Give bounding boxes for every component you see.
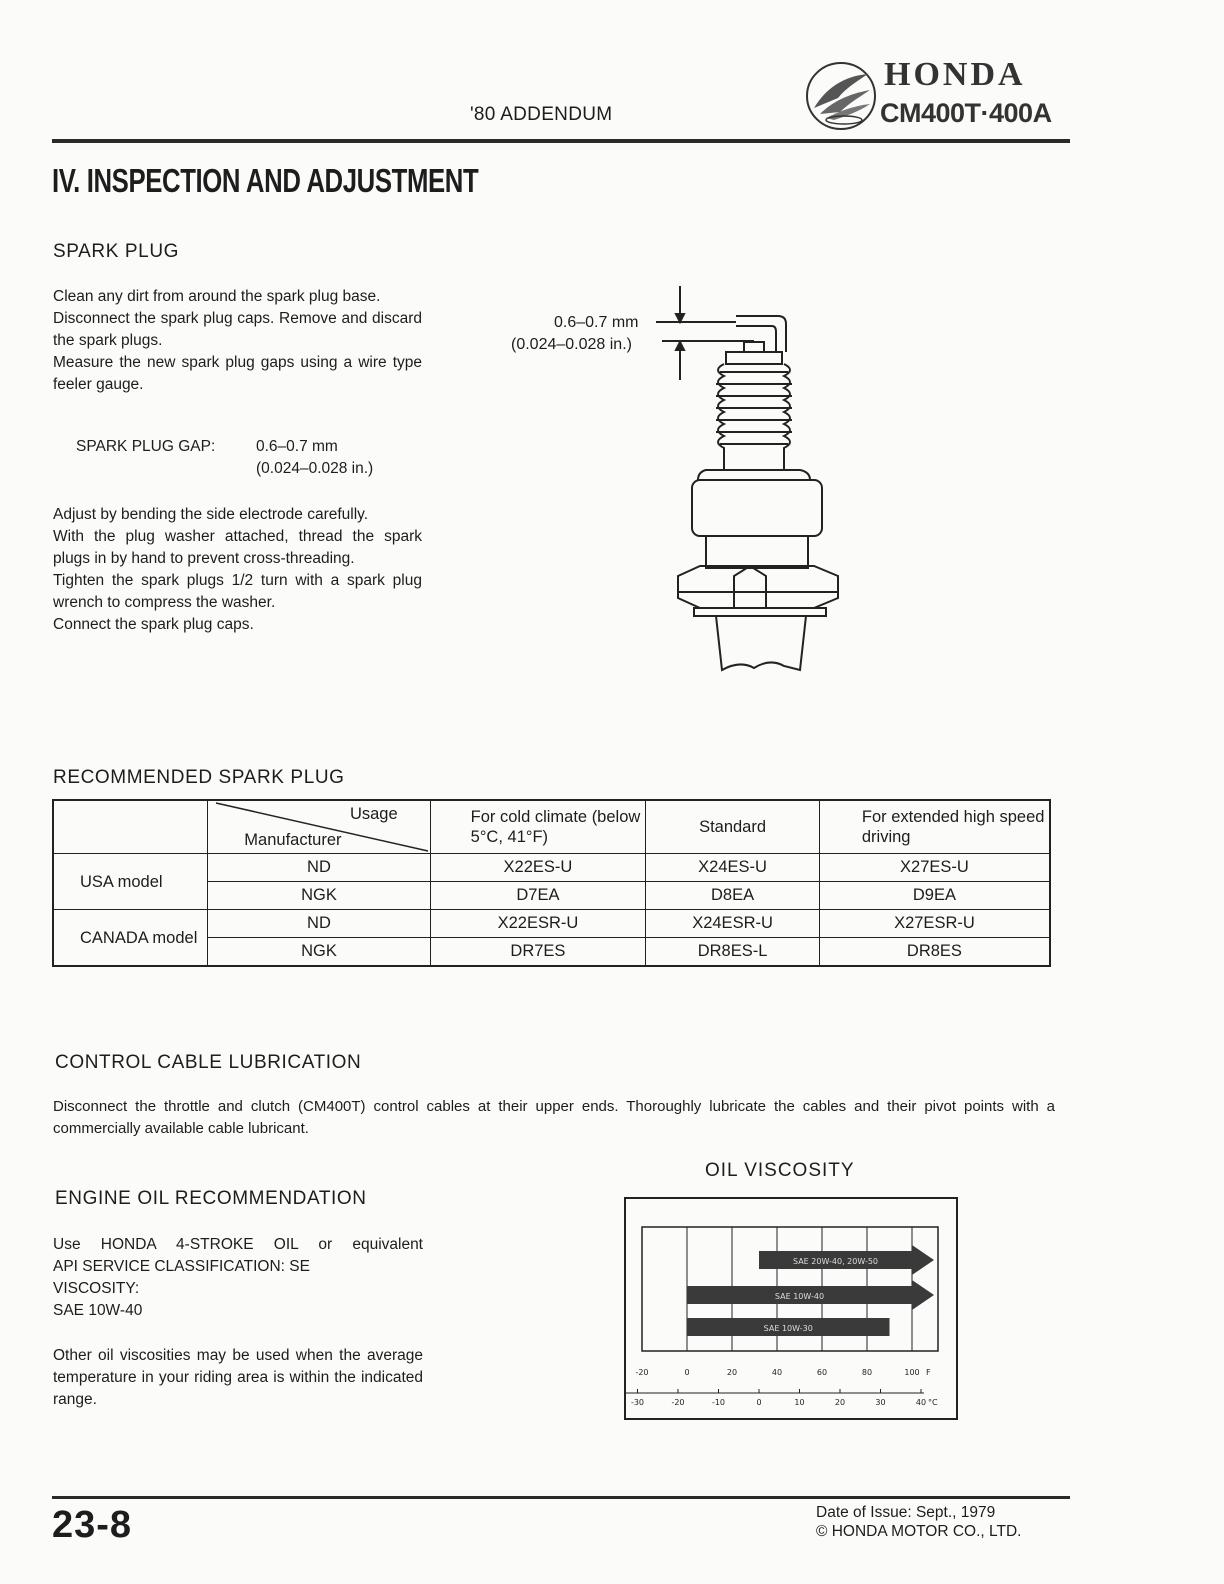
honda-logo <box>804 56 1074 136</box>
viscosity-bar-label: SAE 10W-40 <box>774 1292 825 1301</box>
spark-plug-table <box>52 799 1051 967</box>
c-tick-label: 10 <box>794 1398 805 1407</box>
table-row <box>53 854 1050 882</box>
spark-plug-instructions-2 <box>53 504 422 636</box>
page-number: 23-8 <box>52 1504 133 1546</box>
oil-viscosity-note: Other oil viscosities may be used when the average temperature in your riding area is within the indicated range. <box>53 1347 423 1408</box>
addendum-label: '80 ADDENDUM <box>470 104 613 125</box>
standard-cell: DR8ES-L <box>646 938 820 967</box>
para-connect: Connect the spark plug caps. <box>53 616 254 633</box>
f-tick-label: 0 <box>684 1368 690 1377</box>
section-title: IV. INSPECTION AND ADJUSTMENT <box>52 162 479 199</box>
usage-manufacturer-cell <box>208 800 430 854</box>
extended-cell: X27ESR-U <box>819 910 1050 938</box>
maker-cell: NGK <box>208 882 430 910</box>
c-tick-label: 0 <box>756 1398 762 1407</box>
manufacturer-label: Manufacturer <box>244 831 342 849</box>
f-unit-label: F <box>926 1368 931 1377</box>
diagram-gap-in: (0.024–0.028 in.) <box>511 336 632 353</box>
col-extended: For extended high speed driving <box>819 800 1050 854</box>
footer-info <box>816 1503 1021 1541</box>
f-tick-label: -20 <box>635 1368 649 1377</box>
spark-plug-diagram <box>650 280 850 680</box>
footer-rule <box>52 1496 1070 1499</box>
f-tick-label: 20 <box>726 1368 738 1377</box>
table-row <box>53 910 1050 938</box>
extended-cell: X27ES-U <box>819 854 1050 882</box>
col-standard: Standard <box>646 800 820 854</box>
chart-frame <box>625 1198 957 1419</box>
f-tick-label: 40 <box>771 1368 783 1377</box>
oil-viscosity-chart <box>624 1197 960 1421</box>
para-measure: Measure the new spark plug gaps using a wire type feeler gauge. <box>53 354 422 393</box>
gap-in: (0.024–0.028 in.) <box>256 460 374 477</box>
col-cold: For cold climate (below 5°C, 41°F) <box>430 800 646 854</box>
header-rule <box>52 139 1070 143</box>
c-tick-label: 20 <box>834 1398 846 1407</box>
maker-cell: ND <box>208 854 430 882</box>
c-tick-label: -30 <box>630 1398 645 1407</box>
standard-cell: D8EA <box>646 882 820 910</box>
oil-line-3: VISCOSITY: <box>53 1280 140 1297</box>
oil-line-4: SAE 10W-40 <box>53 1302 143 1319</box>
f-tick-label: 60 <box>816 1368 828 1377</box>
cable-text: Disconnect the throttle and clutch (CM400T) control cables at their upper ends. Thoroughly lubricate the cables and their pivot points with a commercially available cable lubricant. <box>53 1098 1055 1137</box>
engine-oil-spec <box>53 1234 423 1322</box>
c-tick-label: 40 <box>915 1398 927 1407</box>
c-tick-label: 30 <box>875 1398 886 1407</box>
engine-oil-heading: ENGINE OIL RECOMMENDATION <box>55 1188 367 1209</box>
para-disconnect: Disconnect the spark plug caps. Remove and discard the spark plugs. <box>53 310 422 349</box>
oil-line-1: Use HONDA 4-STROKE OIL or equivalent <box>53 1236 423 1253</box>
para-adjust: Adjust by bending the side electrode carefully. <box>53 506 369 523</box>
copyright: © HONDA MOTOR CO., LTD. <box>816 1523 1022 1540</box>
maker-cell: NGK <box>208 938 430 967</box>
extended-cell: DR8ES <box>819 938 1050 967</box>
oil-line-2: API SERVICE CLASSIFICATION: SE <box>53 1258 310 1275</box>
oil-viscosity-title: OIL VISCOSITY <box>705 1160 855 1181</box>
extended-cell: D9EA <box>819 882 1050 910</box>
c-unit-label: °C <box>928 1398 938 1407</box>
c-tick-label: -20 <box>671 1398 685 1407</box>
maker-cell: ND <box>208 910 430 938</box>
gap-label: SPARK PLUG GAP: <box>76 438 216 455</box>
c-tick-label: -10 <box>711 1398 726 1407</box>
para-tighten: Tighten the spark plugs 1/2 turn with a spark plug wrench to compress the washer. <box>53 572 422 611</box>
cold-cell: X22ES-U <box>430 854 646 882</box>
standard-cell: X24ESR-U <box>646 910 820 938</box>
brand-name: HONDA <box>884 56 1026 93</box>
cold-cell: X22ESR-U <box>430 910 646 938</box>
f-tick-label: 100 <box>904 1368 920 1377</box>
para-washer: With the plug washer attached, thread the spark plugs in by hand to prevent cross-threading. <box>53 528 422 567</box>
recommended-heading: RECOMMENDED SPARK PLUG <box>53 767 345 788</box>
f-tick-label: 80 <box>861 1368 873 1377</box>
issue-date: Date of Issue: Sept., 1979 <box>816 1504 996 1521</box>
model-name: CM400T·400A <box>880 98 1052 128</box>
spark-plug-heading: SPARK PLUG <box>53 241 180 262</box>
viscosity-bar-label: SAE 10W-30 <box>763 1324 813 1333</box>
cold-cell: DR7ES <box>430 938 646 967</box>
viscosity-bar-label: SAE 20W-40, 20W-50 <box>792 1257 879 1266</box>
blank-header-cell <box>53 800 208 854</box>
group-canada: CANADA model <box>53 910 208 967</box>
cable-heading: CONTROL CABLE LUBRICATION <box>55 1052 362 1073</box>
usage-label: Usage <box>349 805 398 823</box>
group-usa: USA model <box>53 854 208 910</box>
diagram-gap-mm: 0.6–0.7 mm <box>554 314 639 331</box>
spark-plug-instructions-1 <box>53 286 422 396</box>
standard-cell: X24ES-U <box>646 854 820 882</box>
gap-mm: 0.6–0.7 mm <box>256 438 338 455</box>
para-clean: Clean any dirt from around the spark plug base. <box>53 288 381 305</box>
cold-cell: D7EA <box>430 882 646 910</box>
honda-wing-icon <box>804 58 878 132</box>
